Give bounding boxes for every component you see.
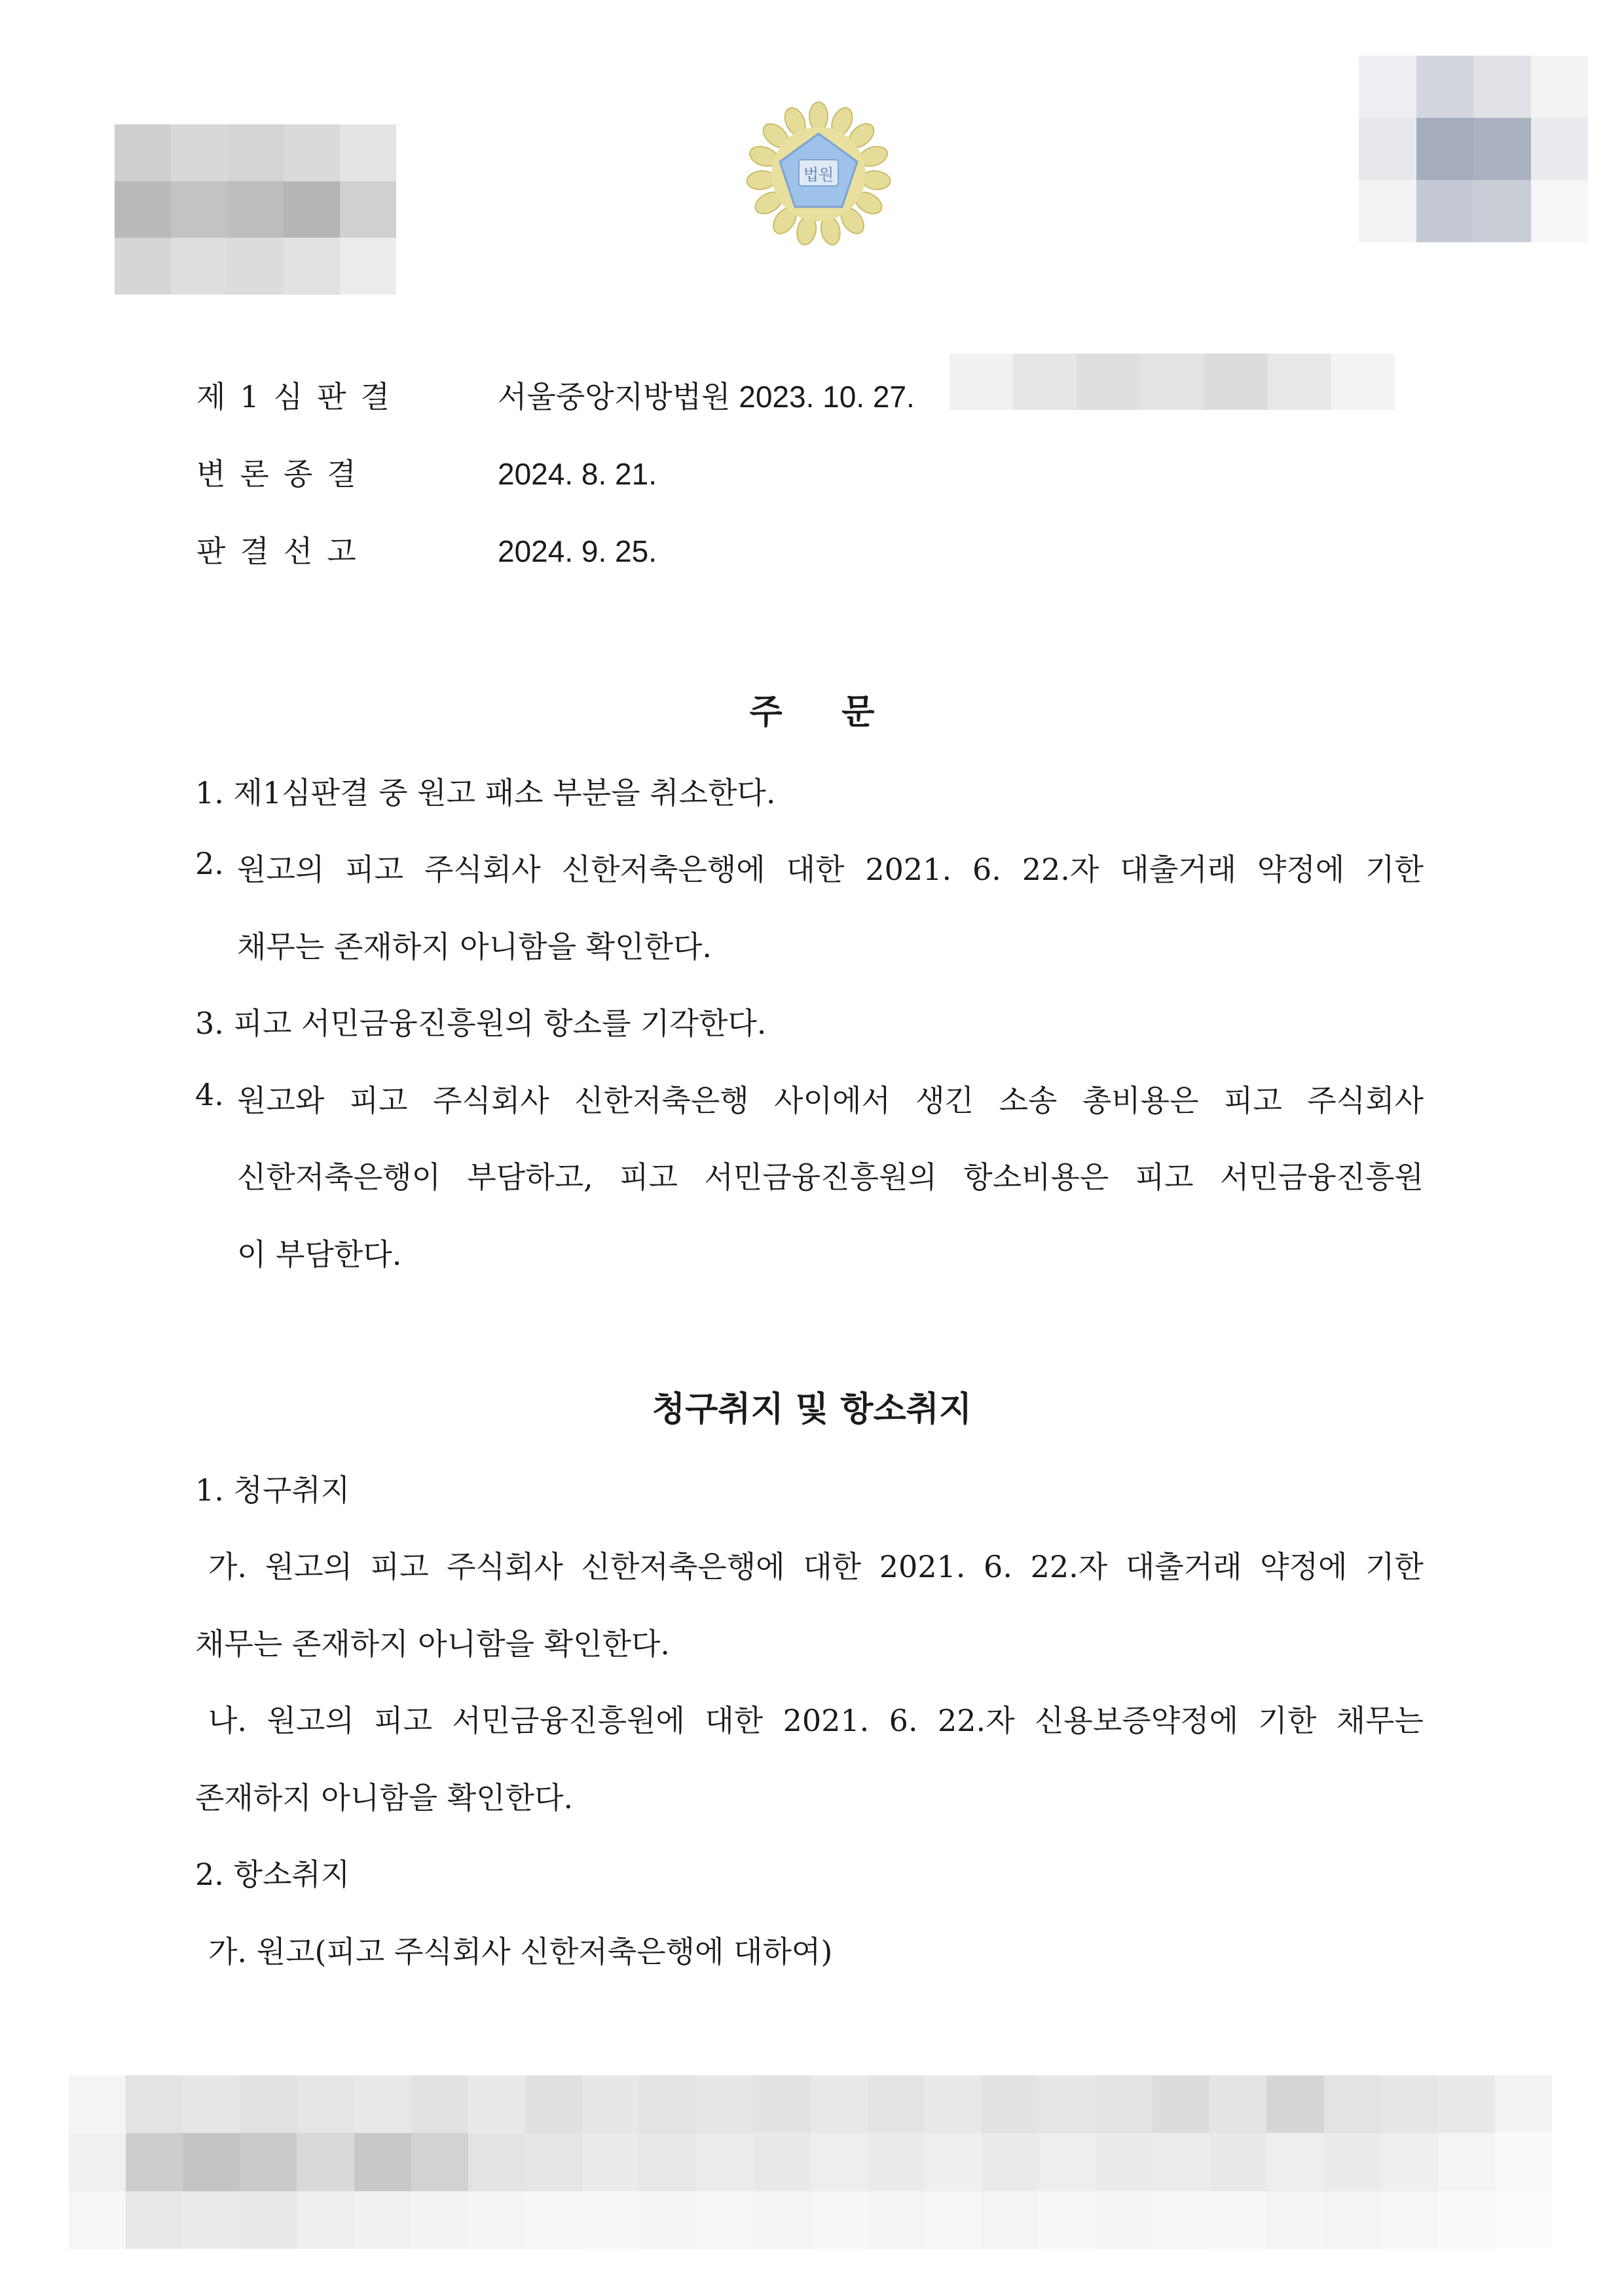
claim-a-line1: 가. 원고의 피고 주식회사 신한저축은행에 대한 2021. 6. 22.자 대출거래 약정에 기한 bbox=[208, 1549, 1424, 1584]
appeal-a: 가. 원고(피고 주식회사 신한저축은행에 대하여) bbox=[208, 1934, 833, 1969]
order-item-number: 3. bbox=[195, 1006, 224, 1041]
case-info-label: 변론종결 bbox=[196, 456, 371, 492]
order-item-text: 피고 서민금융진흥원의 항소를 기각한다. bbox=[233, 1006, 767, 1041]
appeal-heading: 2. 항소취지 bbox=[195, 1857, 350, 1892]
court-emblem-text: 법원 bbox=[803, 166, 834, 184]
case-info-sentence bbox=[196, 528, 657, 571]
order-item-1 bbox=[195, 769, 776, 812]
redacted-block-bottom bbox=[69, 2075, 1552, 2249]
order-item-number-2: 2. bbox=[195, 846, 224, 881]
order-item-number: 1. bbox=[195, 775, 224, 811]
case-info-closing bbox=[196, 450, 657, 494]
claim-heading: 1. 청구취지 bbox=[195, 1472, 350, 1508]
claim-a-line2: 채무는 존재하지 아니함을 확인한다. bbox=[195, 1626, 671, 1662]
case-info-value: 서울중앙지방법원 2023. 10. 27. bbox=[498, 380, 915, 414]
order-item-2-line2: 채무는 존재하지 아니함을 확인한다. bbox=[237, 929, 712, 964]
claim-b-line2: 존재하지 아니함을 확인한다. bbox=[195, 1780, 574, 1815]
case-info-value: 2024. 9. 25. bbox=[498, 534, 657, 568]
order-item-number-4: 4. bbox=[195, 1077, 224, 1112]
case-info-label: 판결선고 bbox=[196, 534, 371, 569]
order-item-2-line1: 원고의 피고 주식회사 신한저축은행에 대한 2021. 6. 22.자 대출거래 약정에 기한 bbox=[237, 852, 1424, 887]
redacted-case-number bbox=[950, 354, 1395, 410]
order-item-3 bbox=[195, 1000, 766, 1043]
case-info-first-instance bbox=[196, 373, 915, 416]
claim-b-line1: 나. 원고의 피고 서민금융진흥원에 대한 2021. 6. 22.자 신용보증약정에 기한 채무는 bbox=[208, 1703, 1424, 1738]
court-emblem-icon bbox=[737, 97, 900, 247]
order-title: 주 문 bbox=[749, 693, 875, 732]
redacted-block-top-right bbox=[1359, 56, 1588, 242]
order-item-text: 제1심판결 중 원고 패소 부분을 취소한다. bbox=[233, 775, 776, 811]
redacted-block-top-left bbox=[115, 124, 396, 295]
case-info-value: 2024. 8. 21. bbox=[498, 457, 657, 491]
order-item-4-line2: 신한저축은행이 부담하고, 피고 서민금융진흥원의 항소비용은 피고 서민금융진흥원 bbox=[237, 1159, 1424, 1195]
order-item-4-line3: 이 부담한다. bbox=[237, 1237, 402, 1272]
claims-title: 청구취지 및 항소취지 bbox=[652, 1390, 972, 1429]
case-info-label: 제1심판결 bbox=[196, 379, 405, 414]
order-item-4-line1: 원고와 피고 주식회사 신한저축은행 사이에서 생긴 소송 총비용은 피고 주식회사 bbox=[237, 1083, 1424, 1118]
